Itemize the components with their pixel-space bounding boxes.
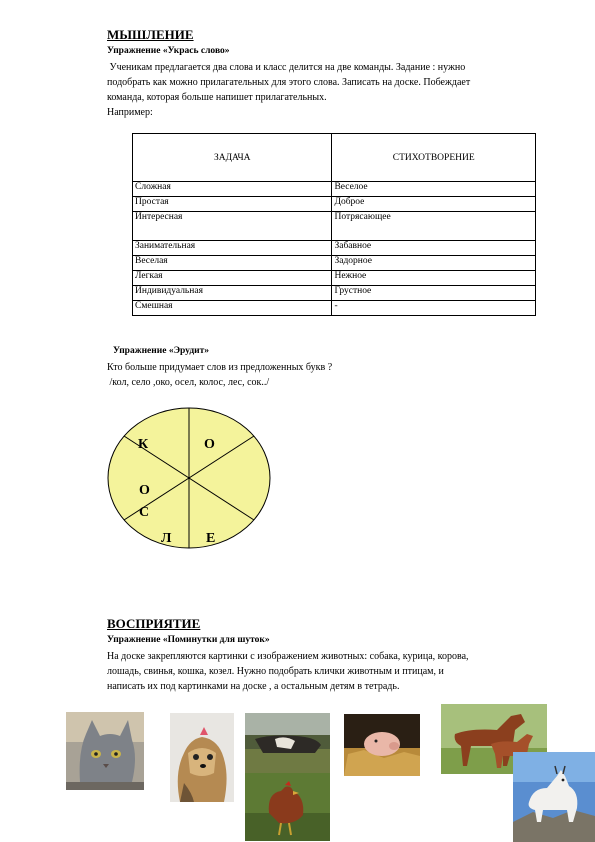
exercise-description-erudite bbox=[107, 360, 507, 390]
table-header-poem: СТИХОТВОРЕНИЕ bbox=[332, 134, 536, 182]
table-row bbox=[133, 182, 536, 197]
section-heading-thinking: МЫШЛЕНИЕ bbox=[107, 27, 194, 42]
text-line: На доске закрепляются картинки с изображением животных: собака, курица, корова, bbox=[107, 651, 469, 662]
table-cell: Доброе bbox=[332, 197, 536, 212]
pig-photo bbox=[344, 714, 420, 776]
table-header-task: ЗАДАЧА bbox=[133, 134, 332, 182]
exercise-title-erudite: Упражнение «Эрудит» bbox=[113, 346, 210, 356]
circle-letter: С bbox=[139, 505, 150, 520]
table-row bbox=[133, 212, 536, 241]
table-cell: Задорное bbox=[332, 256, 536, 271]
text-line: Например: bbox=[107, 107, 153, 118]
table-row bbox=[133, 197, 536, 212]
text-line: Кто больше придумает слов из предложенных букв ? bbox=[107, 362, 333, 373]
exercise-description-jokes bbox=[107, 649, 577, 694]
dog-photo bbox=[170, 713, 234, 802]
section-heading-perception: ВОСПРИЯТИЕ bbox=[107, 616, 201, 631]
table-cell: Грустное bbox=[332, 286, 536, 301]
circle-letter: Л bbox=[161, 531, 172, 546]
table-cell: Смешная bbox=[133, 301, 332, 316]
text-line: лошадь, свинья, кошка, козел. Нужно подобрать клички животным и птицам, и bbox=[107, 666, 444, 677]
table-cell: Легкая bbox=[133, 271, 332, 286]
table-cell: Забавное bbox=[332, 241, 536, 256]
table-cell: - bbox=[332, 301, 536, 316]
table-cell: Индивидуальная bbox=[133, 286, 332, 301]
circle-letter: О bbox=[204, 437, 215, 452]
text-line: написать их под картинками на доске , а остальным детям в тетрадь. bbox=[107, 681, 400, 692]
table-cell: Занимательная bbox=[133, 241, 332, 256]
table-row bbox=[133, 301, 536, 316]
table-cell: Нежное bbox=[332, 271, 536, 286]
text-line: Ученикам предлагается два слова и класс делится на две команды. Задание : нужно bbox=[107, 62, 466, 73]
cat-photo bbox=[66, 712, 144, 790]
table-row bbox=[133, 241, 536, 256]
table-cell: Веселое bbox=[332, 182, 536, 197]
text-line: подобрать как можно прилагательных для этого слова. Записать на доске. Побеждает bbox=[107, 77, 471, 88]
circle-letter: О bbox=[139, 483, 150, 498]
table-cell: Интересная bbox=[133, 212, 332, 241]
exercise-title-decorate-word: Упражнение «Укрась слово» bbox=[107, 46, 230, 56]
cow-photo bbox=[245, 713, 330, 773]
table-row bbox=[133, 256, 536, 271]
exercise-description-decorate-word bbox=[107, 60, 567, 120]
table-cell: Простая bbox=[133, 197, 332, 212]
table-cell: Веселая bbox=[133, 256, 332, 271]
table-cell: Сложная bbox=[133, 182, 332, 197]
circle-letter: К bbox=[138, 437, 149, 452]
table-header-row bbox=[133, 134, 536, 182]
letter-circle bbox=[106, 405, 272, 551]
text-line: /кол, село ,око, осел, колос, лес, сок../ bbox=[107, 377, 270, 388]
table-row bbox=[133, 286, 536, 301]
text-line: команда, которая больше напишет прилагательных. bbox=[107, 92, 327, 103]
table-row bbox=[133, 271, 536, 286]
goat-photo bbox=[513, 752, 595, 842]
hen-photo bbox=[245, 773, 330, 841]
adjectives-table bbox=[132, 133, 536, 316]
circle-letter: Е bbox=[206, 531, 216, 546]
exercise-title-jokes: Упражнение «Поминутки для шуток» bbox=[107, 635, 270, 645]
table-cell: Потрясающее bbox=[332, 212, 536, 241]
